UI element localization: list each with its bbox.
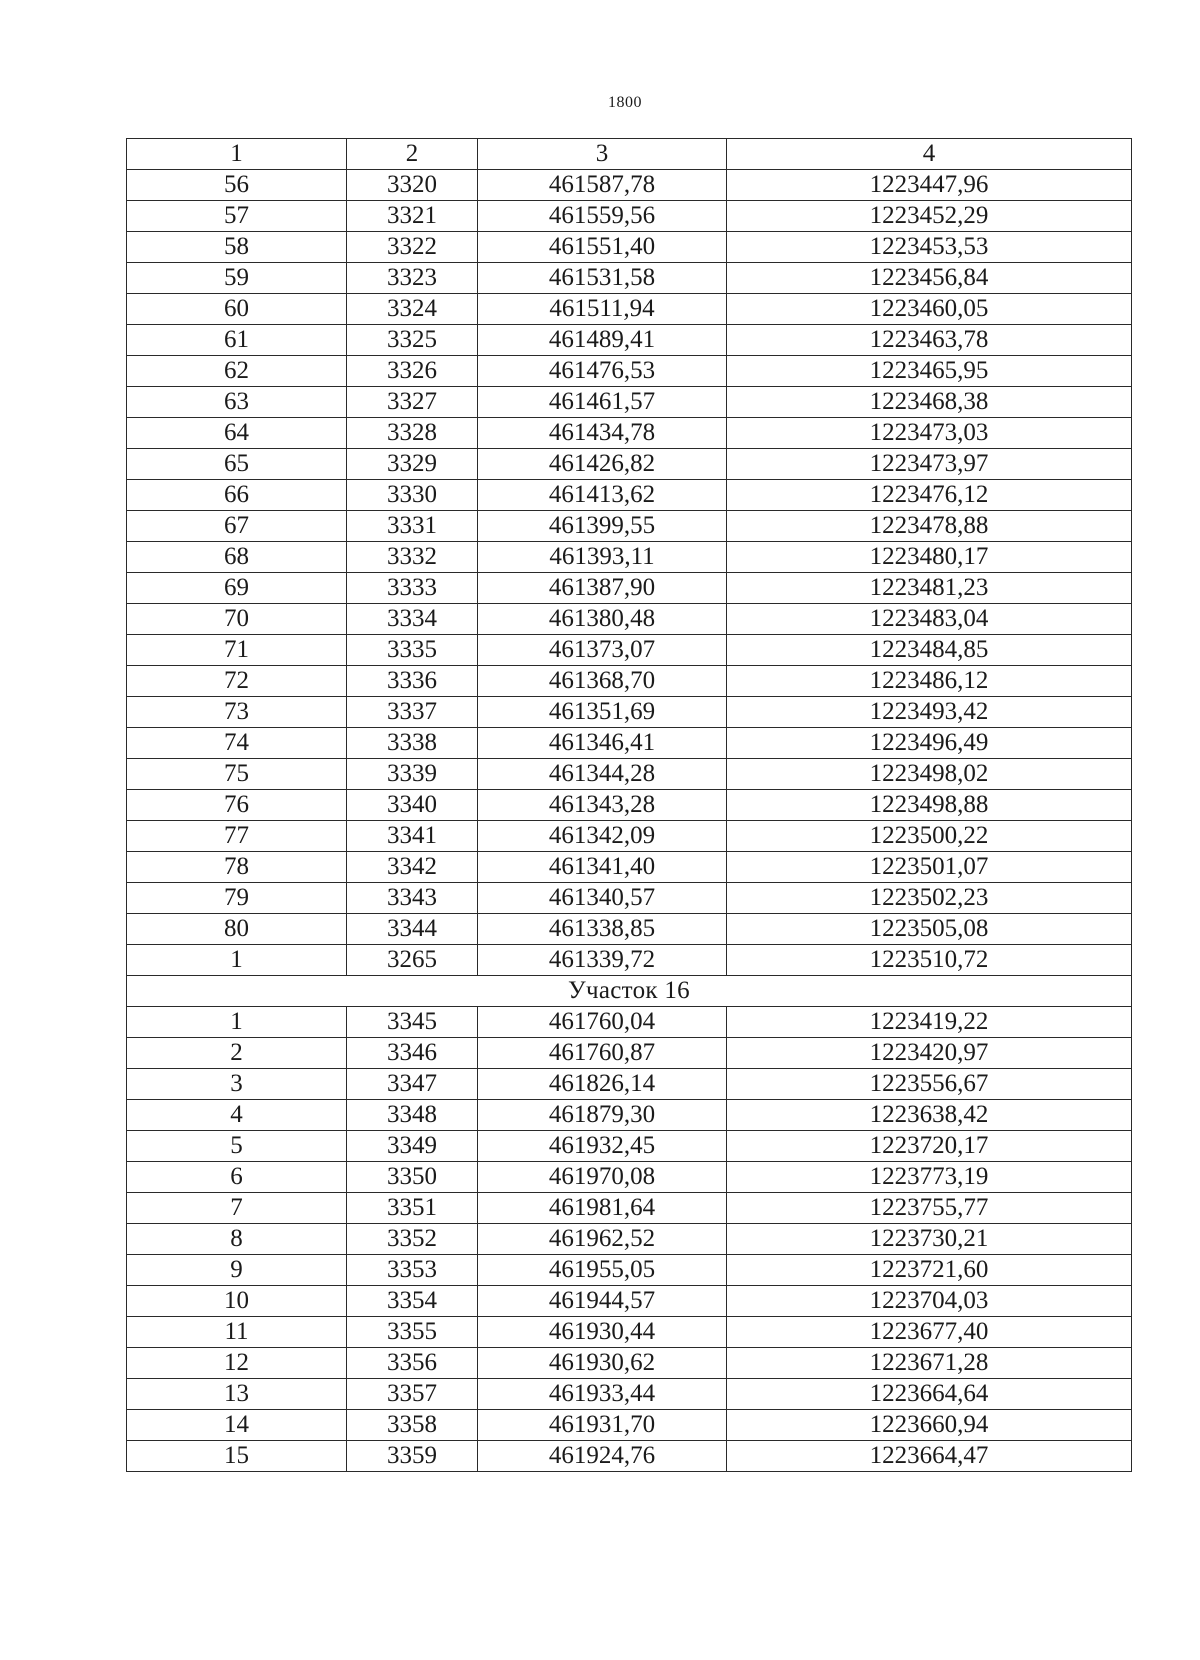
point-id-cell: 3322 (347, 232, 478, 263)
table-row (127, 759, 1132, 790)
point-number-cell: 56 (127, 170, 347, 201)
point-id-cell: 3330 (347, 480, 478, 511)
table-row (127, 1317, 1132, 1348)
x-coordinate-cell: 461933,44 (478, 1379, 727, 1410)
table-row (127, 1038, 1132, 1069)
table-row (127, 170, 1132, 201)
point-id-cell: 3347 (347, 1069, 478, 1100)
y-coordinate-cell: 1223493,42 (727, 697, 1132, 728)
point-number-cell: 13 (127, 1379, 347, 1410)
point-number-cell: 8 (127, 1224, 347, 1255)
y-coordinate-cell: 1223720,17 (727, 1131, 1132, 1162)
table-row (127, 1255, 1132, 1286)
point-id-cell: 3352 (347, 1224, 478, 1255)
y-coordinate-cell: 1223463,78 (727, 325, 1132, 356)
point-number-cell: 76 (127, 790, 347, 821)
table-header-row (127, 139, 1132, 170)
table-row (127, 914, 1132, 945)
table-row (127, 1193, 1132, 1224)
table-row (127, 449, 1132, 480)
point-id-cell: 3348 (347, 1100, 478, 1131)
point-id-cell: 3338 (347, 728, 478, 759)
point-number-cell: 2 (127, 1038, 347, 1069)
point-number-cell: 74 (127, 728, 347, 759)
point-id-cell: 3333 (347, 573, 478, 604)
point-id-cell: 3324 (347, 294, 478, 325)
y-coordinate-cell: 1223447,96 (727, 170, 1132, 201)
y-coordinate-cell: 1223664,64 (727, 1379, 1132, 1410)
x-coordinate-cell: 461343,28 (478, 790, 727, 821)
point-number-cell: 4 (127, 1100, 347, 1131)
x-coordinate-cell: 461373,07 (478, 635, 727, 666)
x-coordinate-cell: 461426,82 (478, 449, 727, 480)
x-coordinate-cell: 461930,62 (478, 1348, 727, 1379)
point-number-cell: 61 (127, 325, 347, 356)
table-row (127, 883, 1132, 914)
point-id-cell: 3354 (347, 1286, 478, 1317)
y-coordinate-cell: 1223419,22 (727, 1007, 1132, 1038)
point-number-cell: 63 (127, 387, 347, 418)
point-id-cell: 3343 (347, 883, 478, 914)
y-coordinate-cell: 1223677,40 (727, 1317, 1132, 1348)
y-coordinate-cell: 1223460,05 (727, 294, 1132, 325)
y-coordinate-cell: 1223498,88 (727, 790, 1132, 821)
y-coordinate-cell: 1223420,97 (727, 1038, 1132, 1069)
y-coordinate-cell: 1223501,07 (727, 852, 1132, 883)
table-row (127, 1162, 1132, 1193)
point-id-cell: 3325 (347, 325, 478, 356)
x-coordinate-cell: 461380,48 (478, 604, 727, 635)
table-row (127, 418, 1132, 449)
point-number-cell: 73 (127, 697, 347, 728)
y-coordinate-cell: 1223465,95 (727, 356, 1132, 387)
x-coordinate-cell: 461368,70 (478, 666, 727, 697)
point-number-cell: 7 (127, 1193, 347, 1224)
point-id-cell: 3334 (347, 604, 478, 635)
table-row (127, 1069, 1132, 1100)
y-coordinate-cell: 1223510,72 (727, 945, 1132, 976)
table-row (127, 1100, 1132, 1131)
point-id-cell: 3332 (347, 542, 478, 573)
x-coordinate-cell: 461962,52 (478, 1224, 727, 1255)
point-number-cell: 78 (127, 852, 347, 883)
x-coordinate-cell: 461760,87 (478, 1038, 727, 1069)
x-coordinate-cell: 461338,85 (478, 914, 727, 945)
y-coordinate-cell: 1223556,67 (727, 1069, 1132, 1100)
point-number-cell: 66 (127, 480, 347, 511)
x-coordinate-cell: 461931,70 (478, 1410, 727, 1441)
x-coordinate-cell: 461559,56 (478, 201, 727, 232)
point-number-cell: 67 (127, 511, 347, 542)
point-id-cell: 3349 (347, 1131, 478, 1162)
point-number-cell: 5 (127, 1131, 347, 1162)
y-coordinate-cell: 1223476,12 (727, 480, 1132, 511)
table-row (127, 573, 1132, 604)
table-row (127, 294, 1132, 325)
table-row (127, 821, 1132, 852)
point-number-cell: 64 (127, 418, 347, 449)
point-number-cell: 3 (127, 1069, 347, 1100)
table-row (127, 480, 1132, 511)
point-number-cell: 57 (127, 201, 347, 232)
table-row (127, 325, 1132, 356)
y-coordinate-cell: 1223473,03 (727, 418, 1132, 449)
table-row (127, 1441, 1132, 1472)
x-coordinate-cell: 461879,30 (478, 1100, 727, 1131)
y-coordinate-cell: 1223480,17 (727, 542, 1132, 573)
table-row (127, 356, 1132, 387)
point-id-cell: 3323 (347, 263, 478, 294)
table-row (127, 852, 1132, 883)
x-coordinate-cell: 461461,57 (478, 387, 727, 418)
x-coordinate-cell: 461393,11 (478, 542, 727, 573)
point-id-cell: 3345 (347, 1007, 478, 1038)
y-coordinate-cell: 1223502,23 (727, 883, 1132, 914)
point-id-cell: 3336 (347, 666, 478, 697)
x-coordinate-cell: 461970,08 (478, 1162, 727, 1193)
point-id-cell: 3326 (347, 356, 478, 387)
point-id-cell: 3357 (347, 1379, 478, 1410)
point-number-cell: 58 (127, 232, 347, 263)
point-number-cell: 72 (127, 666, 347, 697)
x-coordinate-cell: 461511,94 (478, 294, 727, 325)
table-row (127, 1379, 1132, 1410)
x-coordinate-cell: 461924,76 (478, 1441, 727, 1472)
table-row (127, 697, 1132, 728)
y-coordinate-cell: 1223456,84 (727, 263, 1132, 294)
x-coordinate-cell: 461434,78 (478, 418, 727, 449)
x-coordinate-cell: 461489,41 (478, 325, 727, 356)
x-coordinate-cell: 461944,57 (478, 1286, 727, 1317)
y-coordinate-cell: 1223483,04 (727, 604, 1132, 635)
table-row (127, 790, 1132, 821)
y-coordinate-cell: 1223478,88 (727, 511, 1132, 542)
y-coordinate-cell: 1223484,85 (727, 635, 1132, 666)
column-header-3: 3 (478, 139, 727, 170)
point-number-cell: 10 (127, 1286, 347, 1317)
point-number-cell: 1 (127, 945, 347, 976)
point-number-cell: 60 (127, 294, 347, 325)
point-id-cell: 3329 (347, 449, 478, 480)
point-number-cell: 14 (127, 1410, 347, 1441)
column-header-1: 1 (127, 139, 347, 170)
point-id-cell: 3320 (347, 170, 478, 201)
point-id-cell: 3321 (347, 201, 478, 232)
x-coordinate-cell: 461551,40 (478, 232, 727, 263)
point-id-cell: 3339 (347, 759, 478, 790)
x-coordinate-cell: 461981,64 (478, 1193, 727, 1224)
y-coordinate-cell: 1223704,03 (727, 1286, 1132, 1317)
point-id-cell: 3265 (347, 945, 478, 976)
x-coordinate-cell: 461340,57 (478, 883, 727, 914)
section-title: Участок 16 (127, 976, 1132, 1007)
y-coordinate-cell: 1223773,19 (727, 1162, 1132, 1193)
table-row (127, 1286, 1132, 1317)
y-coordinate-cell: 1223505,08 (727, 914, 1132, 945)
table-row (127, 542, 1132, 573)
y-coordinate-cell: 1223452,29 (727, 201, 1132, 232)
point-id-cell: 3358 (347, 1410, 478, 1441)
y-coordinate-cell: 1223453,53 (727, 232, 1132, 263)
x-coordinate-cell: 461531,58 (478, 263, 727, 294)
table-row (127, 201, 1132, 232)
point-number-cell: 1 (127, 1007, 347, 1038)
x-coordinate-cell: 461930,44 (478, 1317, 727, 1348)
point-number-cell: 71 (127, 635, 347, 666)
y-coordinate-cell: 1223638,42 (727, 1100, 1132, 1131)
x-coordinate-cell: 461826,14 (478, 1069, 727, 1100)
point-id-cell: 3350 (347, 1162, 478, 1193)
table-row (127, 387, 1132, 418)
x-coordinate-cell: 461351,69 (478, 697, 727, 728)
table-row (127, 511, 1132, 542)
point-number-cell: 69 (127, 573, 347, 604)
point-id-cell: 3344 (347, 914, 478, 945)
table-row (127, 232, 1132, 263)
column-header-2: 2 (347, 139, 478, 170)
point-number-cell: 77 (127, 821, 347, 852)
y-coordinate-cell: 1223500,22 (727, 821, 1132, 852)
x-coordinate-cell: 461346,41 (478, 728, 727, 759)
page-number: 1800 (608, 94, 642, 111)
y-coordinate-cell: 1223664,47 (727, 1441, 1132, 1472)
x-coordinate-cell: 461387,90 (478, 573, 727, 604)
y-coordinate-cell: 1223498,02 (727, 759, 1132, 790)
point-number-cell: 62 (127, 356, 347, 387)
column-header-4: 4 (727, 139, 1132, 170)
y-coordinate-cell: 1223473,97 (727, 449, 1132, 480)
table-row (127, 945, 1132, 976)
point-id-cell: 3328 (347, 418, 478, 449)
point-number-cell: 15 (127, 1441, 347, 1472)
y-coordinate-cell: 1223660,94 (727, 1410, 1132, 1441)
x-coordinate-cell: 461476,53 (478, 356, 727, 387)
point-number-cell: 79 (127, 883, 347, 914)
point-id-cell: 3359 (347, 1441, 478, 1472)
point-id-cell: 3341 (347, 821, 478, 852)
point-id-cell: 3355 (347, 1317, 478, 1348)
x-coordinate-cell: 461955,05 (478, 1255, 727, 1286)
point-id-cell: 3340 (347, 790, 478, 821)
table-row (127, 635, 1132, 666)
x-coordinate-cell: 461342,09 (478, 821, 727, 852)
coordinates-table (126, 138, 1132, 1472)
point-id-cell: 3353 (347, 1255, 478, 1286)
y-coordinate-cell: 1223481,23 (727, 573, 1132, 604)
point-number-cell: 68 (127, 542, 347, 573)
point-number-cell: 80 (127, 914, 347, 945)
point-id-cell: 3342 (347, 852, 478, 883)
point-number-cell: 6 (127, 1162, 347, 1193)
point-id-cell: 3337 (347, 697, 478, 728)
point-number-cell: 75 (127, 759, 347, 790)
x-coordinate-cell: 461344,28 (478, 759, 727, 790)
x-coordinate-cell: 461341,40 (478, 852, 727, 883)
y-coordinate-cell: 1223468,38 (727, 387, 1132, 418)
table-row (127, 1131, 1132, 1162)
point-number-cell: 12 (127, 1348, 347, 1379)
point-number-cell: 9 (127, 1255, 347, 1286)
table-row (127, 1007, 1132, 1038)
x-coordinate-cell: 461339,72 (478, 945, 727, 976)
point-id-cell: 3346 (347, 1038, 478, 1069)
x-coordinate-cell: 461413,62 (478, 480, 727, 511)
y-coordinate-cell: 1223671,28 (727, 1348, 1132, 1379)
point-number-cell: 70 (127, 604, 347, 635)
x-coordinate-cell: 461399,55 (478, 511, 727, 542)
table-row (127, 1410, 1132, 1441)
y-coordinate-cell: 1223486,12 (727, 666, 1132, 697)
point-number-cell: 11 (127, 1317, 347, 1348)
point-id-cell: 3335 (347, 635, 478, 666)
table-row (127, 1224, 1132, 1255)
point-id-cell: 3356 (347, 1348, 478, 1379)
x-coordinate-cell: 461587,78 (478, 170, 727, 201)
point-id-cell: 3351 (347, 1193, 478, 1224)
x-coordinate-cell: 461932,45 (478, 1131, 727, 1162)
table-row (127, 728, 1132, 759)
table-row (127, 666, 1132, 697)
point-number-cell: 65 (127, 449, 347, 480)
table-row (127, 604, 1132, 635)
table-row (127, 1348, 1132, 1379)
point-id-cell: 3327 (347, 387, 478, 418)
y-coordinate-cell: 1223496,49 (727, 728, 1132, 759)
table-row (127, 263, 1132, 294)
x-coordinate-cell: 461760,04 (478, 1007, 727, 1038)
point-number-cell: 59 (127, 263, 347, 294)
point-id-cell: 3331 (347, 511, 478, 542)
y-coordinate-cell: 1223721,60 (727, 1255, 1132, 1286)
y-coordinate-cell: 1223730,21 (727, 1224, 1132, 1255)
y-coordinate-cell: 1223755,77 (727, 1193, 1132, 1224)
section-header-row (127, 976, 1132, 1007)
